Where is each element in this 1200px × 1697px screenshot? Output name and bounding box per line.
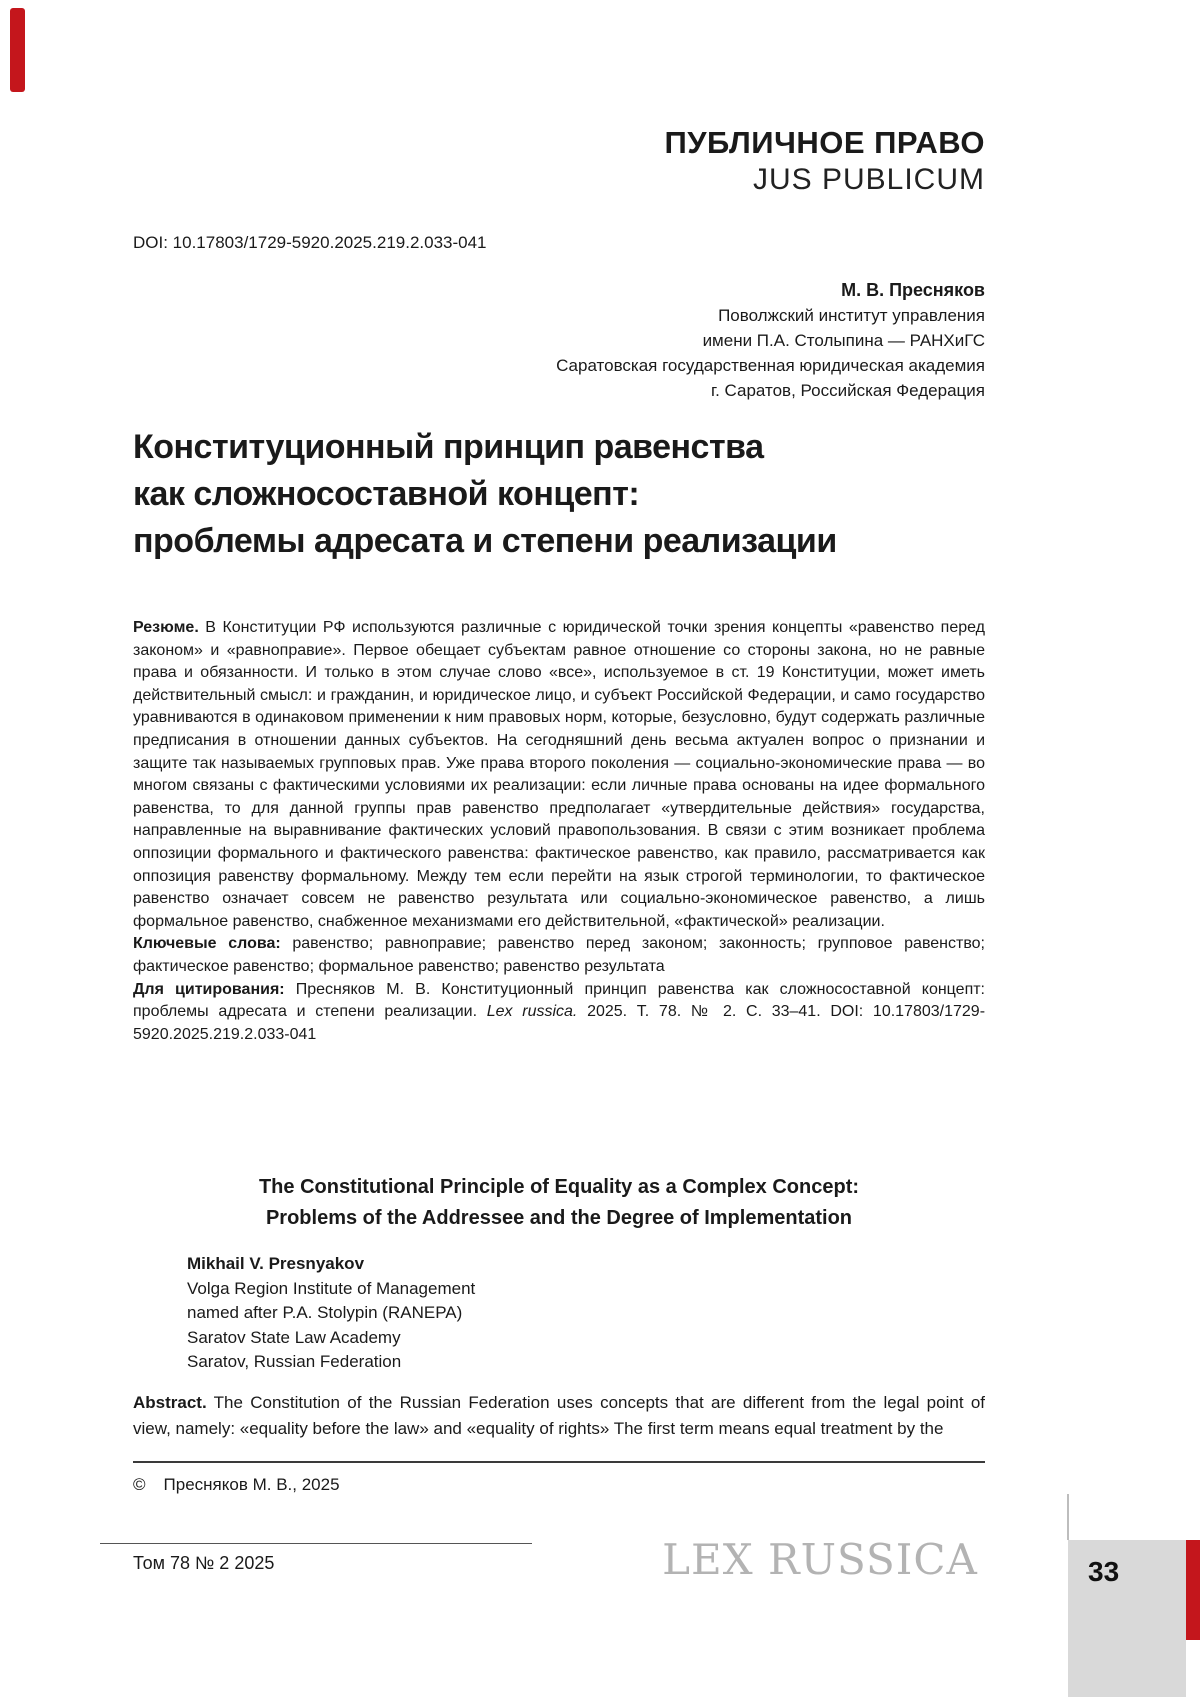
rubric-title-latin: JUS PUBLICUM <box>752 163 985 196</box>
volume-issue-label: Том 78 № 2 2025 <box>133 1553 275 1573</box>
article-title-en: The Constitutional Principle of Equality as a Complex Concept: Problems of the Addressee and the Degree of Implementation <box>258 1176 860 1229</box>
author-affiliation-en: Volga Region Institute of Management named after P.A. Stolypin (RANEPA) Saratov State Law Academy Saratov, Russian Federation <box>187 1278 476 1371</box>
copyright-holder: Пресняков М. В., 2025 <box>163 1475 340 1494</box>
abstract-paragraph-en <box>133 1390 985 1442</box>
red-edge-strip <box>1186 1540 1200 1640</box>
author-block-en <box>187 1252 475 1375</box>
section-rubric <box>664 124 985 198</box>
page-number-divider <box>1067 1494 1069 1540</box>
keywords-text: равенство; равноправие; равенство перед законом; законность; групповое равенство; фактическое равенство; формальное равенство; равенство результата <box>133 935 985 975</box>
abstract-text-en: The Constitution of the Russian Federation uses concepts that are different from the legal point of view, namely: «equality before the law» and «equality of rights» The first term means equal treatment by the <box>133 1393 985 1438</box>
page-number: 33 <box>1088 1556 1120 1587</box>
abstract-label-ru: Резюме. <box>133 619 199 636</box>
footer-rule <box>100 1543 532 1544</box>
rubric-title-ru: ПУБЛИЧНОЕ ПРАВО <box>664 125 985 160</box>
author-name-en: Mikhail V. Presnyakov <box>187 1254 365 1273</box>
abstract-label-en: Abstract. <box>133 1393 207 1412</box>
journal-logo: LEX RUSSICA <box>662 1535 978 1584</box>
journal-name-italic: Lex russica. <box>486 1003 578 1021</box>
citation-text-end: 2025. Т. 78. № 2. С. 33–41. DOI: 10.17803/1729-5920.2025.219.2.033-041 <box>133 1003 986 1043</box>
abstract-paragraph-ru <box>133 617 985 933</box>
abstract-text-ru: В Конституции РФ используются различные с юридической точки зрения концепты «равенство перед законом» и «равноправие». Первое обещает субъектам равное отношение со стороны закона, но не равные права и обязанности. И только в этом случае слово «все», используемое в ст. 19 Конституции, может иметь действительный смысл: и гражданин, и юридическое лицо, и субъект Российской Федерации, и само государство уравниваются в одинаковом применении к ним правовых норм, которые, безусловно, будут содержать различные предписания в отношении данных субъектов. На сегодняшний день весьма актуален вопрос о признании и защите так называемых групповых прав. Уже права второго поколения — социально-экономические права — во многом связаны с фактическими условиями их реализации: если личные права основаны на идее формального равенства, то для данной группы прав равенство предполагает «утвердительные действия» государства, направленные на выравнивание фактических условий правопользования. В связи с этим возникает проблема оппозиции формального и фактического равенства: фактическое равенство, как правило, рассматривается как оппозиция равенству формальному. Между тем если перейти на язык строгой терминологии, то фактическое равенство означает совсем не равенство результата или социально-экономическое равенство, а лишь формальное равенство, снабженное механизмами его действительной, «фактической» реализации. <box>133 619 985 930</box>
keywords-paragraph <box>133 933 985 978</box>
article-front-matter <box>133 617 985 1046</box>
article-title-ru: Конституционный принцип равенства как сложносоставной концепт: проблемы адресата и степени реализации <box>133 428 837 560</box>
author-name-ru: М. В. Пресняков <box>841 280 985 300</box>
copyright-symbol: © <box>133 1475 146 1494</box>
red-corner-marker <box>10 8 25 92</box>
copyright-line <box>133 1475 340 1495</box>
copyright-divider-rule <box>133 1461 985 1463</box>
author-affiliation-ru: Поволжский институт управления имени П.А. Столыпина — РАНХиГС Саратовская государственная юридическая академия г. Саратов, Российская Федерация <box>556 306 985 400</box>
author-block-ru <box>556 278 985 403</box>
doi-line: DOI: 10.17803/1729-5920.2025.219.2.033-041 <box>133 233 487 252</box>
citation-text-start: Пресняков М. В. Конституционный принцип равенства как сложносоставной концепт: проблемы адресата и степени реализации. <box>133 980 986 1021</box>
keywords-label: Ключевые слова: <box>133 935 281 953</box>
citation-paragraph <box>133 979 985 1047</box>
citation-label: Для цитирования: <box>133 980 285 998</box>
page-number-block <box>1068 1540 1186 1697</box>
